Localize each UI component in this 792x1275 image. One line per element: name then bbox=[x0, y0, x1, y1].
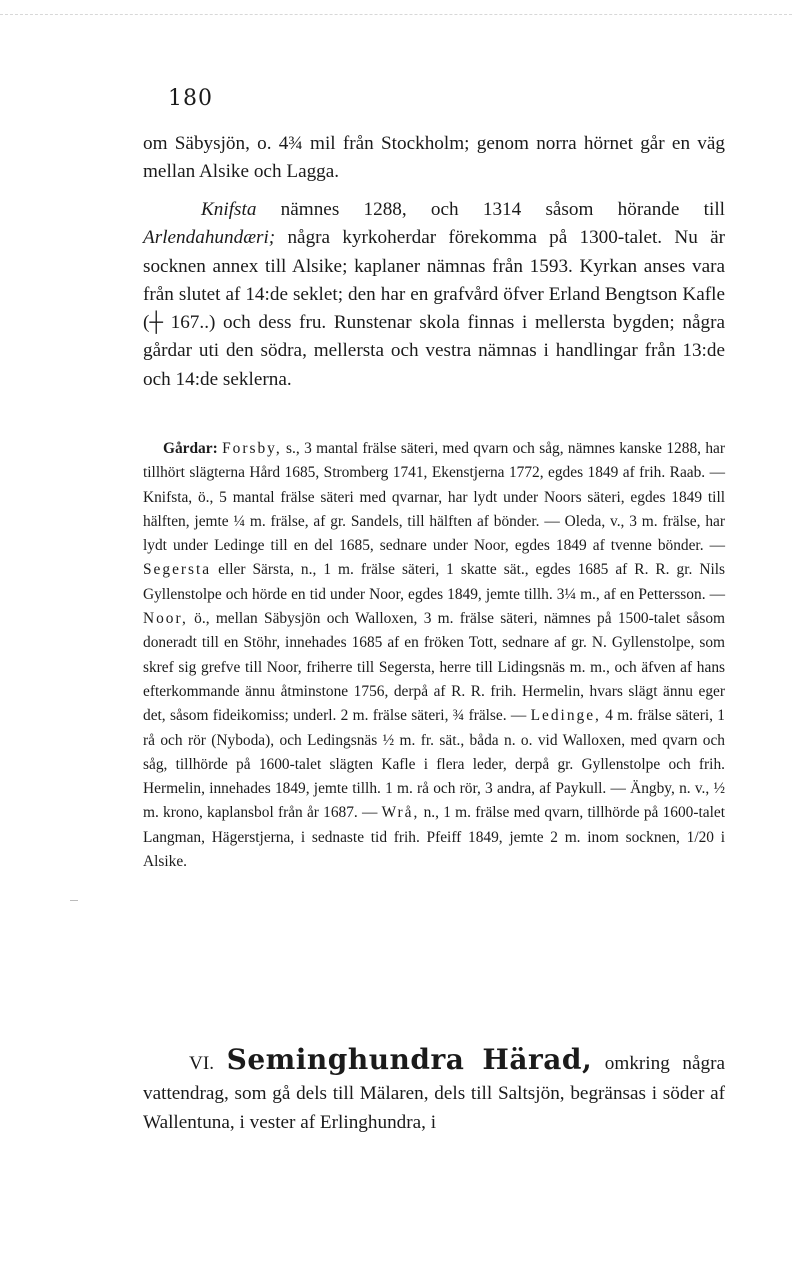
section-text: omkring några vattendrag, som gå dels till Mälaren, dels till Saltsjön, begränsas i söder af Wallentuna, i vester af Erlinghundra, i bbox=[143, 1053, 725, 1133]
section-title: Seminghundra Härad, bbox=[226, 1043, 593, 1076]
paragraph-knifsta-text-b: några kyrkoherdar förekomma på 1300-talet. Nu är socknen annex till Alsike; kaplaner nämnas från 1593. Kyrkan anses vara från slutet af 14:de seklet; den har en grafvård öfver Erland Bengtson Kafle (┼ 167..) och dess fru. Runstenar skola finnas i mellersta bygden; några gårdar uti den södra, mellersta och vestra nämnas i handlingar från 13:de och 14:de seklerna. bbox=[143, 227, 725, 390]
section-roman-numeral: VI. bbox=[189, 1053, 215, 1074]
scan-top-edge bbox=[0, 0, 792, 15]
farms-label: Gårdar: bbox=[163, 440, 218, 457]
margin-mark bbox=[70, 900, 78, 901]
paragraph-knifsta-text-a: nämnes 1288, och 1314 såsom hörande till bbox=[256, 199, 725, 220]
place-name: Knifsta bbox=[201, 199, 257, 220]
farm-name-segersta: Segersta bbox=[143, 561, 212, 579]
farm-entry-segersta: eller Särsta, n., 1 m. frälse säteri, 1 skatte sät., egdes 1685 af R. R. gr. Nils Gyllenstolpe och hörde en tid under Noor, egdes 1849, jemte tillh. 3¼ m., af en Pettersson. — bbox=[143, 561, 725, 603]
farm-entry-wra: n., 1 m. frälse med qvarn, tillhörde på 1600-talet Langman, Hägerstjerna, i sednaste tid frih. Pfeiff 1849, jemte 2 m. inom socknen, 1/20 i Alsike. bbox=[143, 804, 725, 871]
farm-name-noor: Noor, bbox=[143, 610, 188, 628]
farm-name-wra: Wrå, bbox=[381, 804, 420, 822]
farm-entry-forsby: s., 3 mantal frälse säteri, med qvarn och såg, nämnes kanske 1288, har tillhört slägterna Hård 1685, Stromberg 1741, Ekenstjerna 1772, egdes 1849 af frih. Raab. — Knifsta, ö., 5 mantal frälse säteri med qvarnar, har lydt under Noors säteri, egdes 1849 till hälften, jemte ¼ m. frälse, af gr. Sandels, till hälften af bönder. — Oleda, v., 3 m. frälse, har lydt under Ledinge till en del 1685, sednare under Noor, egdes 1849 af tvenne bönder. — bbox=[143, 440, 725, 555]
farms-paragraph bbox=[143, 437, 725, 874]
paragraph-intro: om Säbysjön, o. 4¾ mil från Stockholm; genom norra hörnet går en väg mellan Alsike och Lagga. bbox=[143, 133, 725, 183]
farm-entry-ledinge: 4 m. frälse säteri, 1 rå och rör (Nyboda), och Ledingsnäs ½ m. fr. sät., båda n. o. vid Walloxen, med qvarn och såg, tillhörde på 1600-talet slägten Kafle i flera leder, derpå gr. Gyllenstolpe och frih. Hermelin, innehades 1849, jemte tillh. 1 m. rå och rör, 3 andra, af Paykull. — Ängby, n. v., ½ m. krono, kaplansbol från år 1687. — bbox=[143, 707, 725, 822]
farm-entry-noor: ö., mellan Säbysjön och Walloxen, 3 m. frälse säteri, nämnes på 1500-talet såsom doneradt till en Stöhr, innehades 1685 af en fröken Tott, sednare af gr. N. Gyllenstolpe, som skref sig grefve till Noor, friherre till Segersta, herre till Lidingsnäs m. m., och äfven af hans efterkommande ännu åtminstone 1756, derpå af R. R. frih. Hermelin, hvars slägt ännu eger det, såsom fideikomiss; underl. 2 m. frälse säteri, ¾ frälse. — bbox=[143, 610, 725, 725]
section-seminghundra bbox=[143, 1045, 725, 1138]
paragraph-knifsta bbox=[143, 196, 725, 394]
farm-name-ledinge: Ledinge, bbox=[530, 707, 601, 725]
farm-name-forsby: Forsby, bbox=[222, 440, 282, 457]
hundred-name: Arlendahundæri; bbox=[143, 227, 276, 249]
page-number: 180 bbox=[168, 86, 213, 111]
